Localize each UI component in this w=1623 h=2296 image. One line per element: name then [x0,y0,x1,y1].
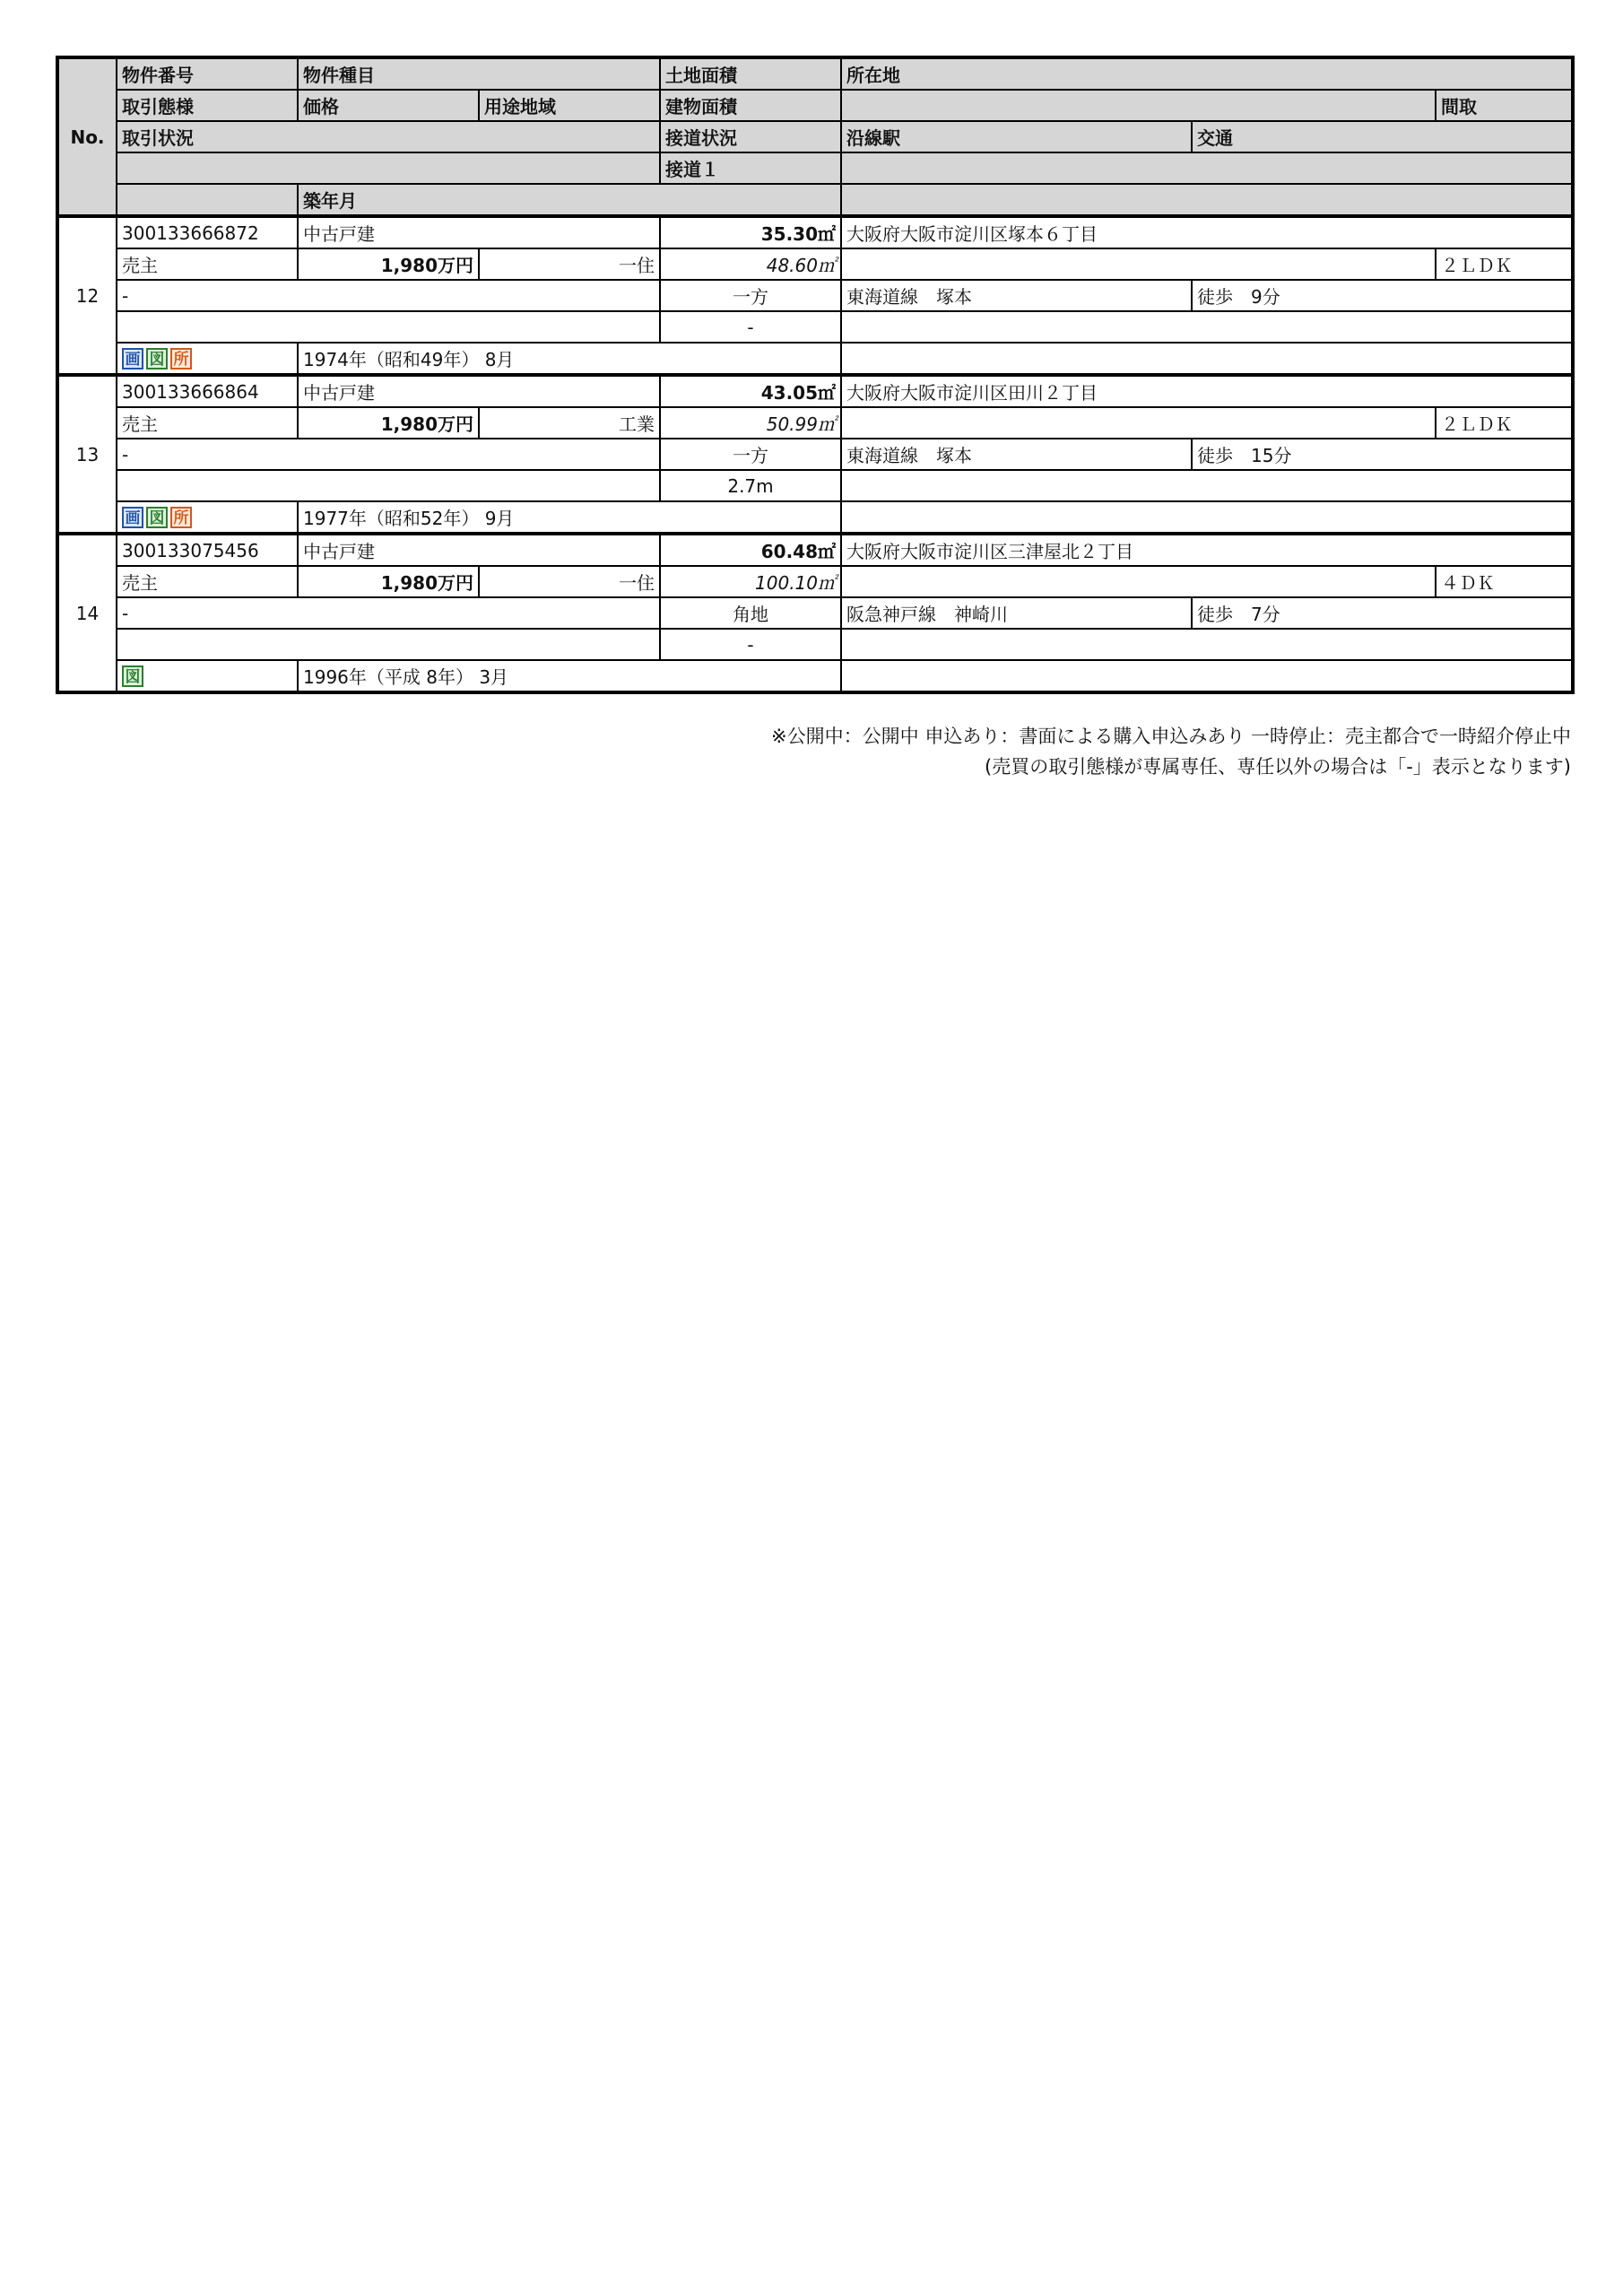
header-blank [117,152,660,184]
header-no: No. [57,57,117,216]
header-property-type: 物件種目 [298,57,660,90]
header-station: 沿線駅 [841,121,1192,152]
header-blank [841,184,1573,216]
property-record [57,375,1573,534]
station: 阪急神戸線 神崎川 [841,597,1192,629]
header-price: 価格 [298,90,479,121]
deal-status: - [117,280,660,311]
table-row [57,470,1573,501]
property-type: 中古戸建 [298,534,660,566]
road-status: 一方 [660,439,841,470]
table-row [57,597,1573,629]
land-area: 60.48㎡ [660,534,841,566]
header-blank [841,152,1573,184]
blank-cell [841,629,1573,660]
header-building-area: 建物面積 [660,90,841,121]
building-area: 100.10㎡ [660,566,841,597]
property-number[interactable]: 300133666872 [117,216,298,248]
blank-cell [117,470,660,501]
road-status: 一方 [660,280,841,311]
station: 東海道線 塚本 [841,439,1192,470]
property-listing-table [56,56,1575,694]
table-row [57,660,1573,692]
building-area: 48.60㎡ [660,248,841,280]
table-row [57,216,1573,248]
property-type: 中古戸建 [298,216,660,248]
property-no: 13 [57,375,117,534]
transport: 徒歩 9分 [1192,280,1573,311]
image-icon[interactable]: 画 [122,507,143,528]
blank-cell [841,470,1573,501]
floorplan-icon[interactable]: 図 [146,507,168,528]
station: 東海道線 塚本 [841,280,1192,311]
property-number[interactable]: 300133075456 [117,534,298,566]
blank-cell [841,248,1436,280]
property-record [57,216,1573,375]
table-row [57,248,1573,280]
table-row [57,439,1573,470]
blank-cell [841,407,1436,439]
footnotes [771,721,1571,782]
header-land-area: 土地面積 [660,57,841,90]
table-row [57,534,1573,566]
price: 1,980万円 [298,248,479,280]
header-road-status: 接道状況 [660,121,841,152]
land-area: 35.30㎡ [660,216,841,248]
table-header [57,57,1573,216]
floorplan-icon[interactable]: 図 [122,665,143,687]
deal-type: 売主 [117,407,298,439]
table-row [57,343,1573,375]
property-no: 14 [57,534,117,692]
built-date: 1977年（昭和52年） 9月 [298,501,841,534]
location: 大阪府大阪市淀川区三津屋北２丁目 [841,534,1573,566]
table-row [57,311,1573,343]
table-row [57,501,1573,534]
blank-cell [841,343,1573,375]
road1: - [660,311,841,343]
location-icon[interactable]: 所 [170,348,192,370]
header-blank [117,184,298,216]
location: 大阪府大阪市淀川区塚本６丁目 [841,216,1573,248]
table-row [57,407,1573,439]
blank-cell [841,501,1573,534]
blank-cell [841,660,1573,692]
road1: - [660,629,841,660]
property-no: 12 [57,216,117,375]
road1: 2.7m [660,470,841,501]
floorplan-icon[interactable]: 図 [146,348,168,370]
header-built: 築年月 [298,184,841,216]
header-zoning: 用途地域 [479,90,660,121]
property-type: 中古戸建 [298,375,660,407]
location: 大阪府大阪市淀川区田川２丁目 [841,375,1573,407]
deal-type: 売主 [117,248,298,280]
header-blank [841,90,1436,121]
built-date: 1974年（昭和49年） 8月 [298,343,841,375]
deal-type: 売主 [117,566,298,597]
media-icons [117,343,298,375]
blank-cell [841,311,1573,343]
location-icon[interactable]: 所 [170,507,192,528]
deal-status: - [117,439,660,470]
transport: 徒歩 7分 [1192,597,1573,629]
land-area: 43.05㎡ [660,375,841,407]
media-icons [117,660,298,692]
property-record [57,534,1573,692]
header-deal-type: 取引態様 [117,90,298,121]
header-road1: 接道１ [660,152,841,184]
built-date: 1996年（平成 8年） 3月 [298,660,841,692]
header-layout: 間取 [1436,90,1573,121]
transport: 徒歩 15分 [1192,439,1573,470]
layout: ２ＬＤＫ [1436,248,1573,280]
road-status: 角地 [660,597,841,629]
image-icon[interactable]: 画 [122,348,143,370]
zoning: 工業 [479,407,660,439]
layout: ４ＤＫ [1436,566,1573,597]
header-deal-status: 取引状況 [117,121,660,152]
property-number[interactable]: 300133666864 [117,375,298,407]
deal-status: - [117,597,660,629]
footnote-status-legend: ※公開中：公開中 申込あり：書面による購入申込みあり 一時停止：売主都合で一時紹介停止中 [771,726,1571,747]
building-area: 50.99㎡ [660,407,841,439]
footnote-deal-type-note: (売買の取引態様が専属専任、専任以外の場合は「-」表示となります) [985,756,1571,778]
blank-cell [117,629,660,660]
table-row [57,280,1573,311]
header-location: 所在地 [841,57,1573,90]
price: 1,980万円 [298,566,479,597]
media-icons [117,501,298,534]
table-row [57,629,1573,660]
header-transport: 交通 [1192,121,1573,152]
zoning: 一住 [479,248,660,280]
price: 1,980万円 [298,407,479,439]
table-row [57,375,1573,407]
blank-cell [841,566,1436,597]
blank-cell [117,311,660,343]
zoning: 一住 [479,566,660,597]
table-row [57,566,1573,597]
layout: ２ＬＤＫ [1436,407,1573,439]
header-property-number: 物件番号 [117,57,298,90]
